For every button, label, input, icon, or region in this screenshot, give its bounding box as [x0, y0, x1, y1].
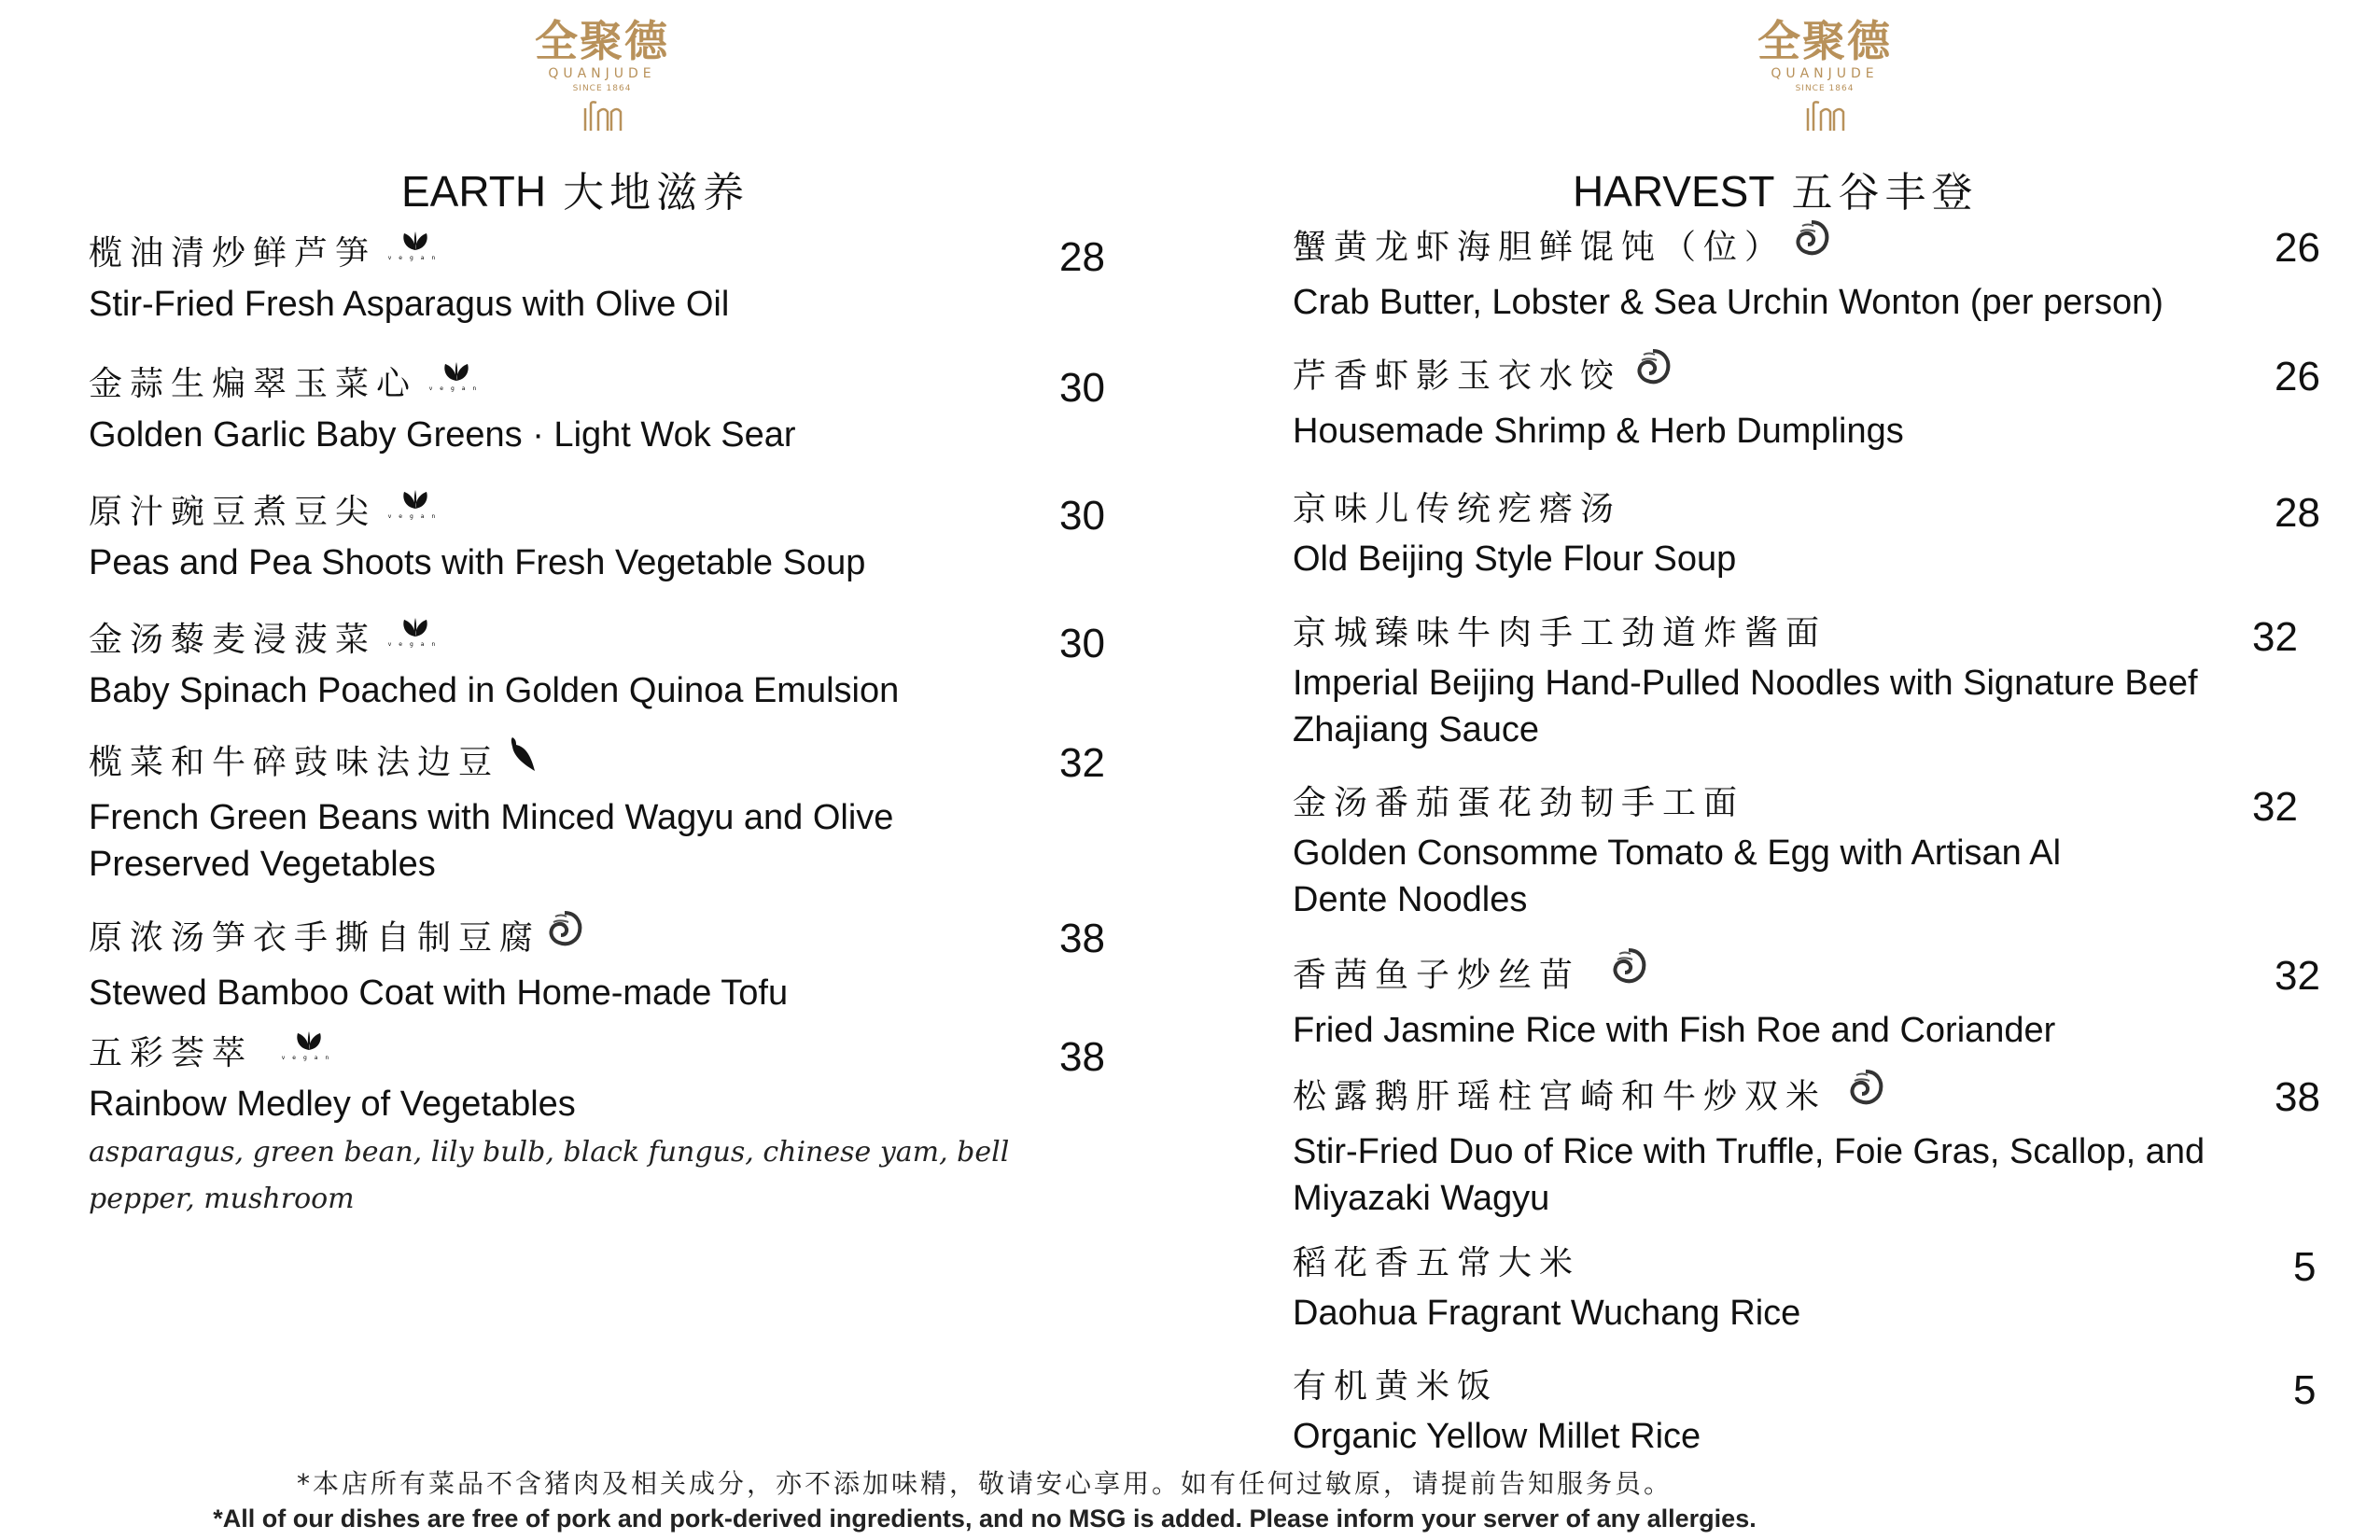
shrimp-icon [1791, 218, 1832, 272]
menu-item [89, 1031, 1153, 1223]
dish-name-en: Stir-Fried Fresh Asparagus with Olive Oil [89, 285, 730, 324]
dish-name-cn: 香茜鱼子炒丝苗 [1293, 956, 1581, 995]
dish-name-en: Fried Jasmine Rice with Fish Roe and Coriander [1293, 1011, 2056, 1050]
brand-name-cn: 全聚德 [1757, 16, 1892, 66]
dish-name-en: Old Beijing Style Flour Soup [1293, 539, 1737, 579]
dish-name-cn: 有机黄米饭 [1293, 1367, 1499, 1406]
dish-ingredients-note: asparagus, green bean, lily bulb, black fungus, chinese yam, bell pepper, mushroom [89, 1136, 1010, 1215]
dish-name-en: Peas and Pea Shoots with Fresh Vegetable Soup [89, 543, 866, 582]
menu-item [1293, 351, 2319, 455]
svg-text:vegan: vegan [387, 255, 443, 261]
menu-item [89, 913, 1153, 1016]
dish-price: 28 [2275, 490, 2320, 536]
dish-name-en: Baby Spinach Poached in Golden Quinoa Emulsion [89, 671, 900, 710]
dish-name-cn: 原汁豌豆煮豆尖 [89, 493, 377, 531]
menu-item [89, 490, 1153, 586]
allergy-notice-en: *All of our dishes are free of pork and pork-derived ingredients, and no MSG is added. Please inform your server of any allergies. [213, 1505, 1757, 1533]
dish-name-cn: 金汤藜麦浸菠菜 [89, 621, 377, 659]
dish-name-cn: 原浓汤笋衣手撕自制豆腐 [89, 918, 541, 958]
dish-name-en: Organic Yellow Millet Rice [1293, 1417, 1701, 1456]
menu-item [89, 737, 1153, 888]
svg-text:vegan: vegan [387, 641, 443, 648]
dish-price: 32 [1059, 740, 1105, 786]
shrimp-icon [1632, 347, 1673, 400]
menu-item [1293, 1241, 2319, 1337]
section-title-cn: 五谷丰登 [1791, 169, 1979, 217]
dish-name-en: Stewed Bamboo Coat with Home-made Tofu [89, 973, 789, 1013]
dish-name-en: Golden Consomme Tomato & Egg with Artisan Al Dente Noodles [1293, 833, 2062, 919]
dish-name-cn: 五彩荟萃 [89, 1034, 254, 1072]
brand-logo [532, 17, 672, 138]
dish-name-en: Rainbow Medley of Vegetables [89, 1085, 576, 1124]
vegan-leaf-icon [387, 229, 443, 273]
section-title-en: EARTH [401, 167, 547, 216]
dish-price: 38 [2275, 1074, 2320, 1120]
brand-since: SINCE 1864 [572, 84, 632, 93]
dish-name-cn: 芹香虾影玉衣水饺 [1293, 357, 1622, 396]
menu-item [1293, 950, 2319, 1054]
dish-price: 32 [2252, 784, 2298, 830]
brand-name-en: QUANJUDE [1771, 66, 1879, 81]
dish-name-cn: 稻花香五常大米 [1293, 1244, 1581, 1282]
dish-name-en: Crab Butter, Lobster & Sea Urchin Wonton (per person) [1293, 283, 2163, 322]
menu-item [89, 618, 1153, 714]
svg-text:vegan: vegan [428, 385, 484, 392]
dish-name-en: French Green Beans with Minced Wagyu and Olive Preserved Vegetables [89, 798, 894, 884]
vegan-leaf-icon [387, 487, 443, 532]
dish-price: 30 [1059, 493, 1105, 539]
dish-price: 26 [2275, 354, 2320, 399]
dish-name-en: Golden Garlic Baby Greens · Light Wok Sear [89, 415, 796, 455]
brand-mark-icon [580, 99, 624, 134]
dish-price: 28 [1059, 234, 1105, 280]
section-title-cn: 大地滋养 [563, 169, 750, 217]
brand-name-en: QUANJUDE [548, 66, 656, 81]
dish-name-cn: 松露鹅肝瑶柱宫崎和牛炒双米 [1293, 1077, 1827, 1116]
dish-price: 32 [2275, 953, 2320, 999]
vegan-leaf-icon [281, 1029, 337, 1073]
brand-mark-icon [1802, 99, 1847, 134]
dish-name-cn: 京味儿传统疙瘩汤 [1293, 490, 1622, 528]
svg-text:vegan: vegan [387, 513, 443, 520]
dish-name-cn: 蟹黄龙虾海胆鲜馄饨（位） [1293, 228, 1786, 267]
shrimp-icon [1845, 1068, 1886, 1121]
dish-price: 32 [2252, 614, 2298, 660]
menu-item [1293, 781, 2319, 923]
dish-name-cn: 金汤番茄蛋花劲韧手工面 [1293, 784, 1745, 822]
vegan-leaf-icon [387, 615, 443, 660]
dish-name-en: Stir-Fried Duo of Rice with Truffle, Foie Gras, Scallop, and Miyazaki Wagyu [1293, 1132, 2205, 1218]
dish-price: 26 [2275, 225, 2320, 271]
dish-price: 30 [1059, 365, 1105, 411]
dish-name-en: Daohua Fragrant Wuchang Rice [1293, 1294, 1801, 1333]
menu-item [89, 362, 1153, 458]
section-title-en: HARVEST [1573, 167, 1775, 216]
dish-name-en: Imperial Beijing Hand-Pulled Noodles with Signature Beef Zhajiang Sauce [1293, 664, 2198, 749]
dish-price: 38 [1059, 1034, 1105, 1080]
menu-item [89, 231, 1153, 328]
allergy-notice-cn: *本店所有菜品不含猪肉及相关成分，亦不添加味精，敬请安心享用。如有任何过敏原，请提前告知服务员。 [296, 1468, 1673, 1499]
brand-name-cn: 全聚德 [535, 16, 669, 66]
dish-name-cn: 榄油清炒鲜芦笋 [89, 234, 377, 273]
brand-since: SINCE 1864 [1795, 84, 1855, 93]
dish-price: 5 [2293, 1367, 2317, 1413]
dish-price: 30 [1059, 621, 1105, 666]
menu-item [1293, 222, 2319, 326]
shrimp-icon [1608, 946, 1649, 1000]
menu-item [1293, 1365, 2319, 1460]
menu-item [1293, 487, 2319, 582]
dish-name-en: Housemade Shrimp & Herb Dumplings [1293, 412, 1904, 451]
brand-logo [1755, 17, 1895, 138]
dish-name-cn: 金蒜生煸翠玉菜心 [89, 365, 418, 403]
dish-name-cn: 京城臻味牛肉手工劲道炸酱面 [1293, 614, 1827, 652]
menu-item [1293, 611, 2319, 753]
chili-icon [503, 734, 540, 787]
shrimp-icon [544, 909, 585, 962]
dish-price: 38 [1059, 916, 1105, 961]
dish-name-cn: 榄菜和牛碎豉味法边豆 [89, 743, 500, 782]
section-title-harvest [1573, 159, 1978, 218]
section-title-earth [401, 159, 749, 218]
vegan-leaf-icon [428, 359, 484, 404]
menu-item [1293, 1071, 2319, 1222]
dish-price: 5 [2293, 1244, 2317, 1290]
svg-text:vegan: vegan [281, 1055, 337, 1061]
